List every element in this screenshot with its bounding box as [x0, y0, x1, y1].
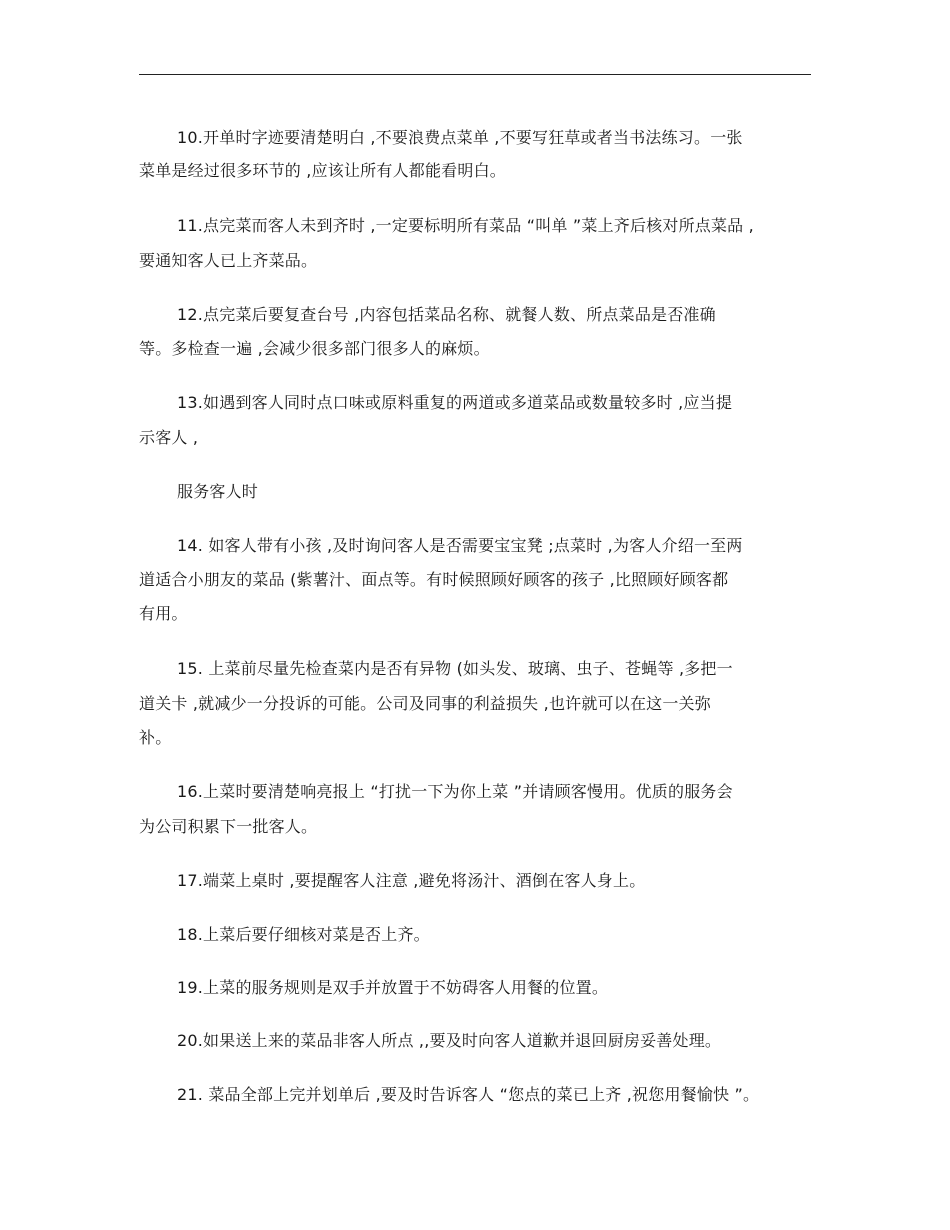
paragraph-20: 20.如果送上来的菜品非客人所点 ,,要及时向客人道歉并退回厨房妥善处理。: [177, 1031, 722, 1050]
paragraph-19: 19.上菜的服务规则是双手并放置于不妨碍客人用餐的位置。: [177, 978, 609, 997]
paragraph-18: 18.上菜后要仔细核对菜是否上齐。: [177, 925, 430, 944]
header-rule: [139, 74, 811, 75]
paragraph-12-line-2: 等。多检查一遍 ,会减少很多部门很多人的麻烦。: [139, 339, 490, 358]
paragraph-10-line-1: 10.开单时字迹要清楚明白 ,不要浪费点菜单 ,不要写狂草或者当书法练习。一张: [177, 128, 743, 147]
paragraph-15-line-3: 补。: [139, 728, 172, 747]
paragraph-21: 21. 菜品全部上完并划单后 ,要及时告诉客人 “您点的菜已上齐 ,祝您用餐愉快 ”。: [177, 1085, 760, 1104]
paragraph-16-line-1: 16.上菜时要清楚响亮报上 “打扰一下为你上菜 ”并请顾客慢用。优质的服务会: [177, 782, 733, 801]
paragraph-13-line-2: 示客人 ,: [139, 428, 199, 447]
paragraph-13-line-1: 13.如遇到客人同时点口味或原料重复的两道或多道菜品或数量较多时 ,应当提: [177, 393, 733, 412]
section-heading-serving: 服务客人时: [177, 482, 259, 501]
paragraph-17: 17.端菜上桌时 ,要提醒客人注意 ,避免将汤汁、酒倒在客人身上。: [177, 871, 646, 890]
paragraph-16-line-2: 为公司积累下一批客人。: [139, 817, 318, 836]
paragraph-12-line-1: 12.点完菜后要复查台号 ,内容包括菜品名称、就餐人数、所点菜品是否准确: [177, 305, 716, 324]
paragraph-11-line-1: 11.点完菜而客人未到齐时 ,一定要标明所有菜品 “叫单 ”菜上齐后核对所点菜品 ,: [177, 216, 754, 235]
paragraph-10-line-2: 菜单是经过很多环节的 ,应该让所有人都能看明白。: [139, 161, 506, 180]
paragraph-14-line-1: 14. 如客人带有小孩 ,及时询问客人是否需要宝宝凳 ;点菜时 ,为客人介绍一至两: [177, 536, 743, 555]
paragraph-14-line-2: 道适合小朋友的菜品 (紫薯汁、面点等。有时候照顾好顾客的孩子 ,比照顾好顾客都: [139, 570, 729, 589]
paragraph-15-line-1: 15. 上菜前尽量先检查菜内是否有异物 (如头发、玻璃、虫子、苍蝇等 ,多把一: [177, 659, 733, 678]
paragraph-15-line-2: 道关卡 ,就减少一分投诉的可能。公司及同事的利益损失 ,也许就可以在这一关弥: [139, 694, 711, 713]
paragraph-11-line-2: 要通知客人已上齐菜品。: [139, 251, 318, 270]
paragraph-14-line-3: 有用。: [139, 604, 188, 623]
